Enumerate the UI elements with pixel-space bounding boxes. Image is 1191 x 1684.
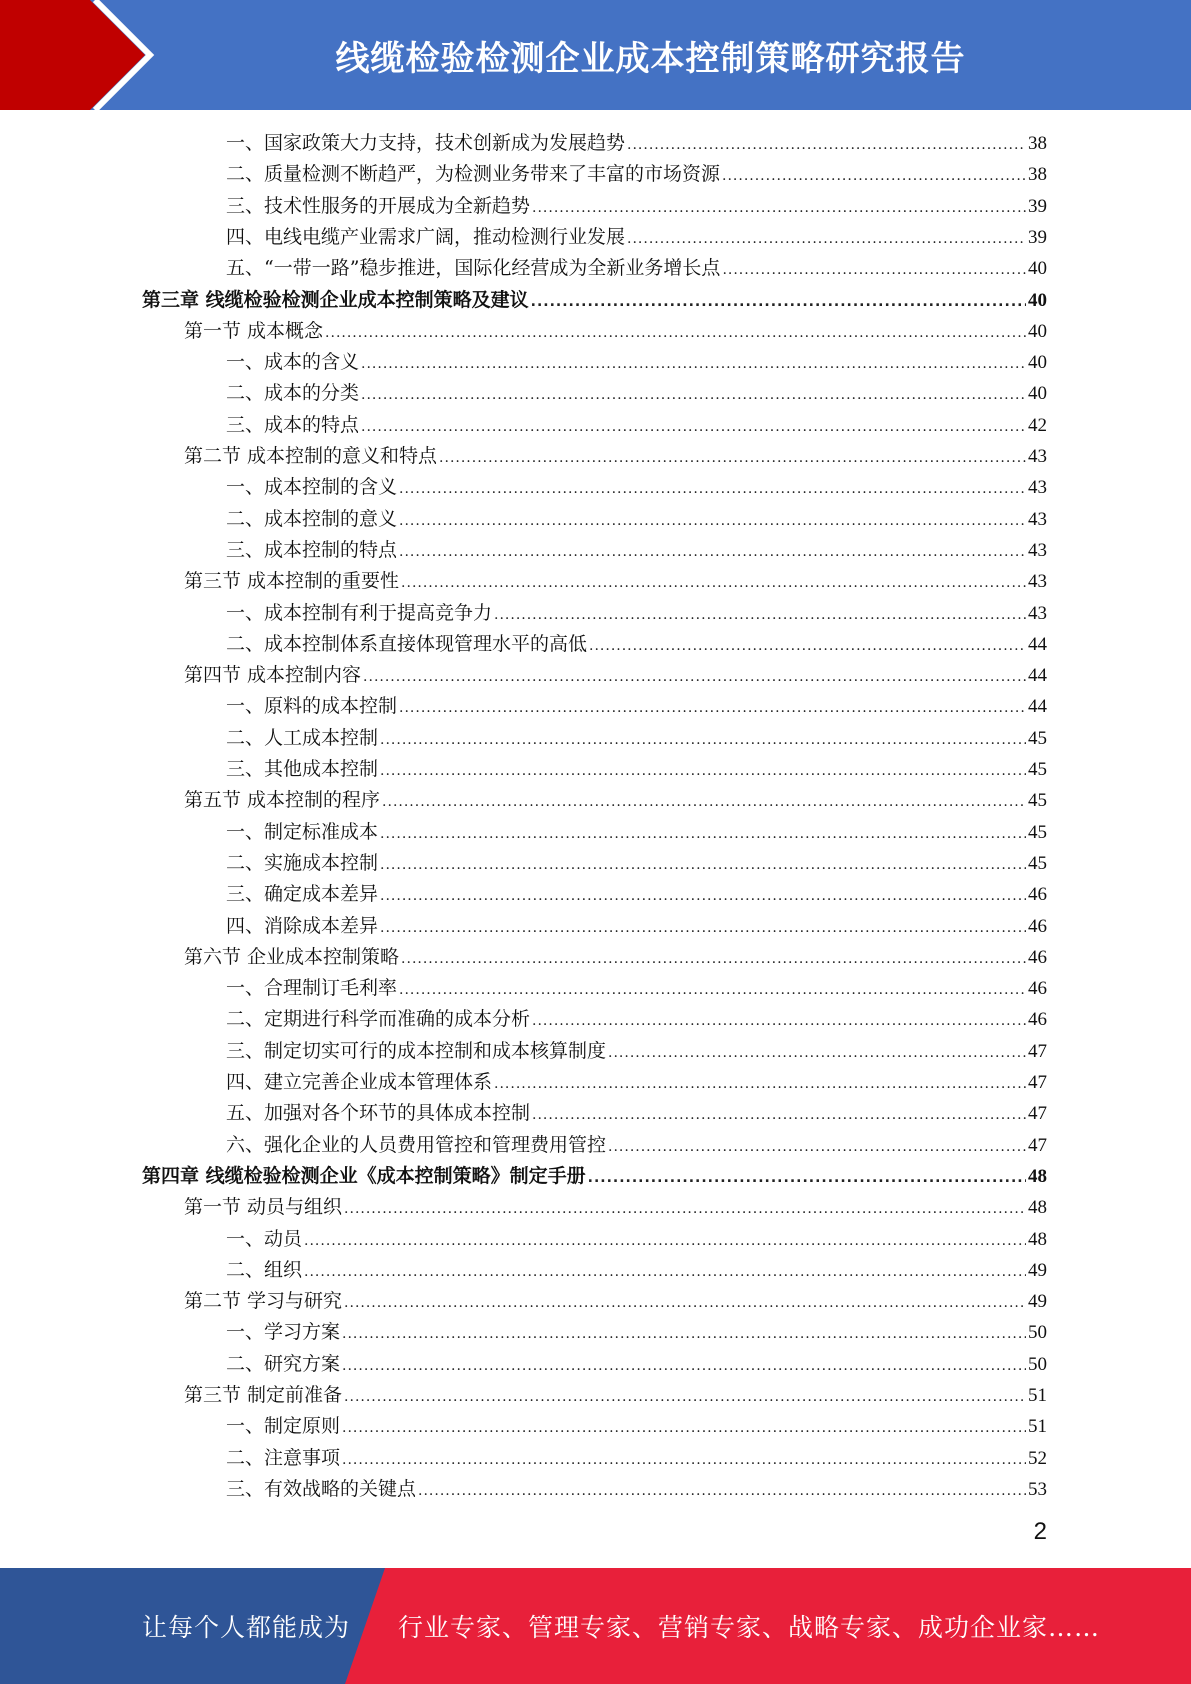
toc-entry-label: 第一节 成本概念 xyxy=(184,319,324,342)
toc-leader-dots xyxy=(399,506,1026,537)
toc-entry-label: 一、制定原则 xyxy=(226,1415,341,1438)
toc-leader-dots xyxy=(344,1194,1026,1225)
toc-entry[interactable] xyxy=(226,723,1047,754)
toc-entry-label: 三、制定切实可行的成本控制和成本核算制度 xyxy=(226,1039,607,1062)
toc-entry-page: 46 xyxy=(1028,978,1047,1000)
toc-entry[interactable] xyxy=(226,1036,1047,1067)
toc-entry-page: 38 xyxy=(1028,133,1047,154)
toc-leader-dots xyxy=(532,1100,1026,1131)
toc-leader-dots xyxy=(304,1226,1026,1257)
toc-entry-label: 第二节 成本控制的意义和特点 xyxy=(184,445,438,467)
toc-entry-page: 46 xyxy=(1028,915,1047,937)
toc-entry-label: 二、组织 xyxy=(226,1258,303,1281)
toc-entry-page: 50 xyxy=(1028,1353,1047,1375)
toc-leader-dots xyxy=(722,255,1026,286)
toc-entry-label: 二、研究方案 xyxy=(226,1352,341,1375)
toc-entry-page: 40 xyxy=(1028,352,1047,374)
toc-entry[interactable] xyxy=(184,316,1047,347)
toc-entry-label: 一、合理制订毛利率 xyxy=(226,977,398,1000)
toc-entry[interactable] xyxy=(142,1161,1047,1192)
toc-entry-page: 45 xyxy=(1028,790,1047,812)
toc-entry[interactable] xyxy=(226,879,1047,910)
toc-entry[interactable] xyxy=(226,1443,1047,1474)
toc-leader-dots xyxy=(342,1351,1026,1382)
toc-entry[interactable] xyxy=(226,1067,1047,1098)
toc-entry-page: 42 xyxy=(1028,414,1047,436)
toc-entry[interactable] xyxy=(226,848,1047,879)
toc-entry-page: 47 xyxy=(1028,1072,1047,1093)
toc-entry-label: 二、质量检测不断趋严，为检测业务带来了丰富的市场资源 xyxy=(226,163,721,186)
toc-leader-dots xyxy=(399,693,1026,724)
toc-entry-label: 二、成本控制体系直接体现管理水平的高低 xyxy=(226,632,588,655)
toc-entry-label: 第四节 成本控制内容 xyxy=(184,664,362,687)
toc-leader-dots xyxy=(399,537,1026,568)
toc-entry-label: 一、动员 xyxy=(226,1227,303,1250)
toc-entry-label: 一、原料的成本控制 xyxy=(226,695,398,718)
toc-entry[interactable] xyxy=(226,1004,1047,1035)
toc-entry[interactable] xyxy=(226,159,1047,190)
toc-entry-page: 48 xyxy=(1028,1228,1047,1250)
toc-entry[interactable] xyxy=(226,504,1047,535)
toc-leader-dots xyxy=(342,1413,1026,1444)
toc-entry-label: 四、电线电缆产业需求广阔，推动检测行业发展 xyxy=(226,225,626,248)
toc-entry[interactable] xyxy=(226,1098,1047,1129)
toc-entry-label: 一、制定标准成本 xyxy=(226,820,379,843)
toc-entry[interactable] xyxy=(226,1411,1047,1442)
toc-leader-dots xyxy=(399,975,1026,1006)
toc-entry-label: 一、成本的含义 xyxy=(226,351,360,374)
toc-leader-dots xyxy=(401,568,1026,599)
toc-leader-dots xyxy=(418,1476,1026,1507)
toc-entry[interactable] xyxy=(226,1130,1047,1161)
toc-leader-dots xyxy=(439,443,1026,474)
toc-leader-dots xyxy=(380,850,1026,881)
toc-leader-dots xyxy=(363,662,1026,693)
toc-entry-page: 40 xyxy=(1028,289,1047,311)
toc-entry-label: 一、国家政策大力支持，技术创新成为发展趋势 xyxy=(226,132,626,154)
toc-entry[interactable] xyxy=(226,817,1047,848)
toc-entry-label: 第一节 动员与组织 xyxy=(184,1196,343,1219)
toc-entry[interactable] xyxy=(226,1474,1047,1505)
footer-slogan-left: 让每个人都能成为 xyxy=(142,1613,351,1642)
toc-entry-page: 48 xyxy=(1028,1165,1047,1187)
toc-entry-page: 51 xyxy=(1028,1416,1047,1438)
toc-entry-label: 一、学习方案 xyxy=(226,1321,341,1344)
toc-entry-label: 一、成本控制有利于提高竞争力 xyxy=(226,601,493,624)
toc-leader-dots xyxy=(380,819,1026,850)
toc-leader-dots xyxy=(494,600,1026,631)
toc-entry-page: 52 xyxy=(1028,1447,1047,1469)
toc-entry-label: 二、成本的分类 xyxy=(226,382,360,405)
page-footer xyxy=(0,1568,1191,1684)
toc-leader-dots xyxy=(380,881,1026,912)
toc-leader-dots xyxy=(304,1257,1026,1288)
toc-entry[interactable] xyxy=(226,691,1047,722)
toc-entry[interactable] xyxy=(226,1349,1047,1380)
toc-entry-page: 43 xyxy=(1028,446,1047,467)
toc-leader-dots xyxy=(627,224,1026,255)
toc-entry-page: 39 xyxy=(1028,195,1047,217)
toc-entry-label: 三、成本的特点 xyxy=(226,413,360,436)
toc-entry[interactable] xyxy=(226,1317,1047,1348)
toc-entry-page: 49 xyxy=(1028,1291,1047,1313)
toc-entry[interactable] xyxy=(226,629,1047,660)
toc-leader-dots xyxy=(325,318,1026,349)
toc-entry-page: 46 xyxy=(1028,946,1047,968)
toc-entry[interactable] xyxy=(226,911,1047,942)
toc-entry[interactable] xyxy=(184,441,1047,472)
toc-leader-dots xyxy=(401,944,1026,975)
toc-entry-label: 二、定期进行科学而准确的成本分析 xyxy=(226,1008,531,1031)
toc-leader-dots xyxy=(399,474,1026,505)
page-header xyxy=(0,0,1191,110)
toc-leader-dots xyxy=(361,412,1026,443)
toc-leader-dots xyxy=(531,287,1026,318)
toc-leader-dots xyxy=(532,193,1026,224)
toc-entry-page: 45 xyxy=(1028,759,1047,780)
toc-entry[interactable] xyxy=(184,942,1047,973)
toc-entry-page: 47 xyxy=(1028,1040,1047,1062)
toc-entry-page: 47 xyxy=(1028,1103,1047,1125)
toc-leader-dots xyxy=(627,130,1026,161)
toc-entry[interactable] xyxy=(226,973,1047,1004)
toc-leader-dots xyxy=(344,1288,1026,1319)
toc-entry[interactable] xyxy=(226,1255,1047,1286)
toc-leader-dots xyxy=(722,161,1026,192)
toc-entry-label: 二、注意事项 xyxy=(226,1446,341,1469)
report-title: 线缆检验检测企业成本控制策略研究报告 xyxy=(335,38,966,79)
toc-entry[interactable] xyxy=(226,535,1047,566)
toc-leader-dots xyxy=(608,1038,1026,1069)
toc-entry-page: 45 xyxy=(1028,821,1047,843)
toc-entry-label: 六、强化企业的人员费用管控和管理费用管控 xyxy=(226,1133,607,1156)
toc-entry[interactable] xyxy=(184,785,1047,816)
toc-entry-label: 五、“一带一路”稳步推进，国际化经营成为全新业务增长点 xyxy=(226,257,721,280)
toc-entry[interactable] xyxy=(184,1286,1047,1317)
toc-entry[interactable] xyxy=(184,1192,1047,1223)
toc-entry[interactable] xyxy=(226,222,1047,253)
toc-entry[interactable] xyxy=(226,598,1047,629)
toc-entry-page: 46 xyxy=(1028,884,1047,906)
toc-entry-label: 二、实施成本控制 xyxy=(226,851,379,874)
toc-entry[interactable] xyxy=(226,253,1047,284)
toc-entry-page: 53 xyxy=(1028,1478,1047,1500)
toc-entry-label: 第六节 企业成本控制策略 xyxy=(184,945,400,968)
toc-entry-page: 51 xyxy=(1028,1385,1047,1406)
toc-entry-page: 40 xyxy=(1028,383,1047,405)
toc-leader-dots xyxy=(342,1445,1026,1476)
toc-leader-dots xyxy=(380,913,1026,944)
toc-leader-dots xyxy=(494,1069,1026,1100)
toc-entry[interactable] xyxy=(226,754,1047,785)
toc-entry-page: 43 xyxy=(1028,602,1047,624)
toc-entry-label: 第三节 制定前准备 xyxy=(184,1384,343,1406)
toc-leader-dots xyxy=(342,1319,1026,1350)
toc-entry-label: 五、加强对各个环节的具体成本控制 xyxy=(226,1102,531,1125)
toc-leader-dots xyxy=(380,725,1026,756)
toc-entry-page: 40 xyxy=(1028,258,1047,280)
toc-leader-dots xyxy=(382,787,1026,818)
toc-entry-page: 43 xyxy=(1028,571,1047,593)
toc-entry-page: 44 xyxy=(1028,633,1047,655)
toc-entry-label: 三、确定成本差异 xyxy=(226,883,379,906)
toc-entry[interactable] xyxy=(226,1224,1047,1255)
toc-entry[interactable] xyxy=(226,472,1047,503)
toc-entry[interactable] xyxy=(184,1380,1047,1411)
toc-leader-dots xyxy=(380,756,1026,787)
toc-entry-label: 第五节 成本控制的程序 xyxy=(184,789,381,812)
toc-entry[interactable] xyxy=(184,660,1047,691)
toc-entry-page: 39 xyxy=(1028,226,1047,248)
toc-entry-page: 46 xyxy=(1028,1009,1047,1031)
toc-leader-dots xyxy=(344,1382,1026,1413)
toc-entry-page: 50 xyxy=(1028,1322,1047,1344)
toc-leader-dots xyxy=(608,1132,1026,1163)
toc-entry[interactable] xyxy=(226,191,1047,222)
toc-entry-label: 三、其他成本控制 xyxy=(226,758,379,780)
toc-leader-dots xyxy=(588,1163,1026,1194)
toc-entry[interactable] xyxy=(226,128,1047,159)
toc-entry-label: 四、消除成本差异 xyxy=(226,914,379,937)
toc-entry-page: 43 xyxy=(1028,539,1047,561)
toc-entry-page: 40 xyxy=(1028,320,1047,342)
toc-leader-dots xyxy=(532,1006,1026,1037)
toc-entry-label: 二、人工成本控制 xyxy=(226,726,379,749)
toc-entry-label: 第三节 成本控制的重要性 xyxy=(184,570,400,593)
toc-entry[interactable] xyxy=(226,378,1047,409)
toc-entry-label: 三、成本控制的特点 xyxy=(226,538,398,561)
toc-entry-page: 44 xyxy=(1028,665,1047,687)
toc-entry[interactable] xyxy=(184,566,1047,597)
toc-leader-dots xyxy=(361,349,1026,380)
toc-entry[interactable] xyxy=(142,285,1047,316)
page-number: 2 xyxy=(1033,1518,1047,1545)
toc-entry-page: 38 xyxy=(1028,164,1047,186)
toc-entry-page: 43 xyxy=(1028,477,1047,499)
toc-entry-page: 45 xyxy=(1028,727,1047,749)
toc-entry-page: 44 xyxy=(1028,696,1047,718)
toc-entry-label: 二、成本控制的意义 xyxy=(226,507,398,530)
header-red-arrow-icon xyxy=(0,0,160,110)
toc-leader-dots xyxy=(361,380,1026,411)
toc-entry-label: 三、技术性服务的开展成为全新趋势 xyxy=(226,194,531,217)
toc-entry-label: 第三章 线缆检验检测企业成本控制策略及建议 xyxy=(142,288,529,311)
toc-entry-page: 48 xyxy=(1028,1197,1047,1219)
toc-entry-label: 第二节 学习与研究 xyxy=(184,1290,343,1313)
toc-leader-dots xyxy=(589,631,1026,662)
toc-entry-page: 49 xyxy=(1028,1259,1047,1281)
toc-entry-page: 45 xyxy=(1028,852,1047,874)
toc-entry-label: 一、成本控制的含义 xyxy=(226,476,398,499)
toc-entry[interactable] xyxy=(226,410,1047,441)
toc-entry-label: 四、建立完善企业成本管理体系 xyxy=(226,1071,493,1093)
footer-slogan-right: 行业专家、管理专家、营销专家、战略专家、成功企业家…… xyxy=(398,1613,1101,1642)
toc-entry-label: 三、有效战略的关键点 xyxy=(226,1477,417,1500)
toc-entry-page: 43 xyxy=(1028,508,1047,530)
toc-entry-label: 第四章 线缆检验检测企业《成本控制策略》制定手册 xyxy=(142,1164,586,1187)
toc-entry-page: 47 xyxy=(1028,1134,1047,1156)
toc-entry[interactable] xyxy=(226,347,1047,378)
